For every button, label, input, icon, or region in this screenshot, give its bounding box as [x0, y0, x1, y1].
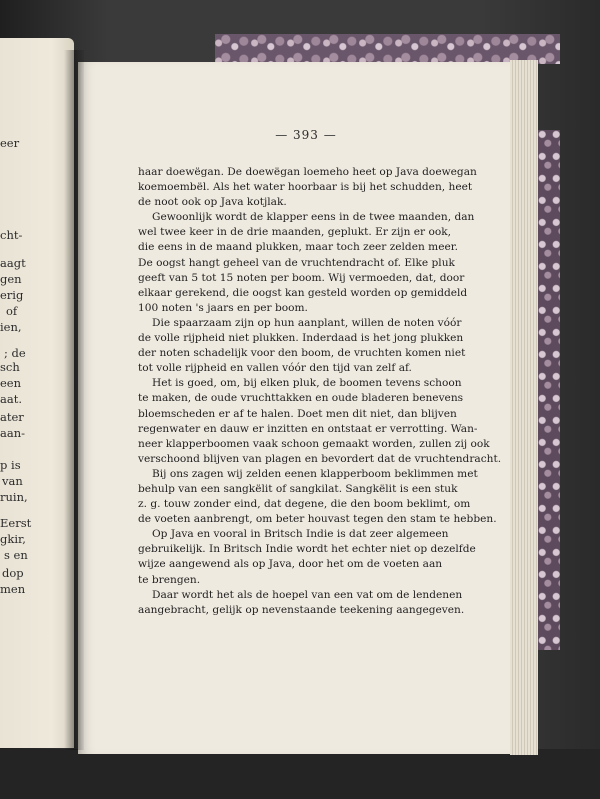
marbled-cover-top — [215, 34, 560, 64]
marbled-cover-right — [538, 130, 560, 650]
left-text-fragment: ruin, — [0, 490, 28, 504]
right-page — [78, 62, 534, 754]
left-text-fragment: sch — [0, 360, 20, 374]
left-text-fragment: cht- — [0, 228, 23, 242]
left-text-fragment: gkir, — [0, 532, 26, 546]
left-text-fragment: ien, — [0, 320, 22, 334]
text-line: die eens in de maand plukken, maar toch zeer zelden meer. — [138, 241, 459, 254]
text-line: gebruikelijk. In Britsch Indie wordt het echter niet op dezelfde — [138, 543, 476, 556]
left-text-fragment: dop — [2, 566, 24, 580]
text-line: te brengen. — [138, 573, 201, 586]
text-line: de volle rijpheid niet plukken. Inderdaad is het jong plukken — [138, 332, 464, 345]
text-line: Bij ons zagen wij zelden eenen klapperboom beklimmen met — [152, 467, 478, 480]
left-text-fragment: s en — [4, 548, 28, 562]
text-line: koemoembël. Als het water hoorbaar is bij het schudden, heet — [138, 181, 473, 194]
body-text — [138, 165, 502, 618]
text-line: bloemscheden er af te halen. Doet men dit niet, dan blijven — [138, 407, 457, 420]
scanner-bottom-edge — [0, 749, 600, 799]
left-page-text-fragments — [0, 38, 74, 748]
left-text-fragment: aat. — [0, 392, 22, 406]
text-line: Het is goed, om, bij elken pluk, de boomen tevens schoon — [152, 377, 462, 390]
left-text-fragment: eer — [0, 136, 20, 150]
text-line: wel twee keer in de drie maanden, geplukt. Er zijn er ook, — [138, 226, 451, 239]
text-line: wijze aangewend als op Java, door het om de voeten aan — [138, 558, 443, 571]
text-line: Op Java en vooral in Britsch Indie is dat zeer algemeen — [152, 528, 449, 541]
text-line: De oogst hangt geheel van de vruchtendracht of. Elke pluk — [138, 256, 455, 269]
left-text-fragment: gen — [0, 272, 22, 286]
text-line: 100 noten 's jaars en per boom. — [138, 301, 308, 314]
left-text-fragment: ater — [0, 410, 24, 424]
page-number: — 393 — — [275, 128, 337, 142]
text-line: te maken, de oude vruchttakken en oude bladeren benevens — [138, 392, 464, 405]
text-line: haar doewëgan. De doewëgan loemeho heet op Java doewegan — [138, 166, 477, 178]
left-text-fragment: p is — [0, 458, 21, 472]
left-text-fragment: Eerst — [0, 516, 32, 530]
left-text-fragment: een — [0, 376, 22, 390]
text-line: de noot ook op Java kotjlak. — [138, 196, 287, 209]
text-line: Gewoonlijk wordt de klapper eens in de twee maanden, dan — [152, 211, 475, 224]
text-line: z. g. touw zonder eind, dat degene, die den boom beklimt, om — [138, 498, 471, 511]
text-line: elkaar gerekend, die oogst kan gesteld worden op gemiddeld — [138, 286, 468, 299]
text-line: tot volle rijpheid en vallen vóór den tijd van zelf af. — [138, 362, 412, 375]
left-text-fragment: of — [6, 304, 18, 318]
text-line: verschoond blijven van plagen en bevordert dat de vruchtendracht. — [138, 452, 502, 465]
page-edges — [510, 60, 538, 755]
left-text-fragment: ; de — [4, 346, 26, 360]
book-gutter — [64, 50, 84, 750]
text-line: neer klapperboomen vaak schoon gemaakt worden, zullen zij ook — [138, 437, 490, 450]
text-line: geeft van 5 tot 15 noten per boom. Wij vermoeden, dat, door — [138, 271, 465, 284]
text-line: Die spaarzaam zijn op hun aanplant, willen de noten vóór — [152, 316, 462, 329]
left-text-fragment: van — [2, 474, 23, 488]
left-text-fragment: aagt — [0, 256, 26, 270]
text-line: regenwater en dauw er inzitten en ontstaat er verrotting. Wan- — [138, 422, 478, 435]
text-line: Daar wordt het als de hoepel van een vat om de lendenen — [152, 588, 463, 601]
text-line: behulp van een sangkëlit of sangkilat. Sangkëlit is een stuk — [138, 482, 458, 495]
text-line: der noten schadelijk voor den boom, de vruchten komen niet — [138, 347, 466, 360]
left-text-fragment: erig — [0, 288, 24, 302]
text-line: aangebracht, gelijk op nevenstaande teekening aangegeven. — [138, 603, 465, 616]
left-text-fragment: men — [0, 582, 26, 596]
text-line: de voeten aanbrengt, om beter houvast tegen den stam te hebben. — [138, 513, 497, 526]
left-page — [0, 38, 74, 748]
left-text-fragment: aan- — [0, 426, 26, 440]
